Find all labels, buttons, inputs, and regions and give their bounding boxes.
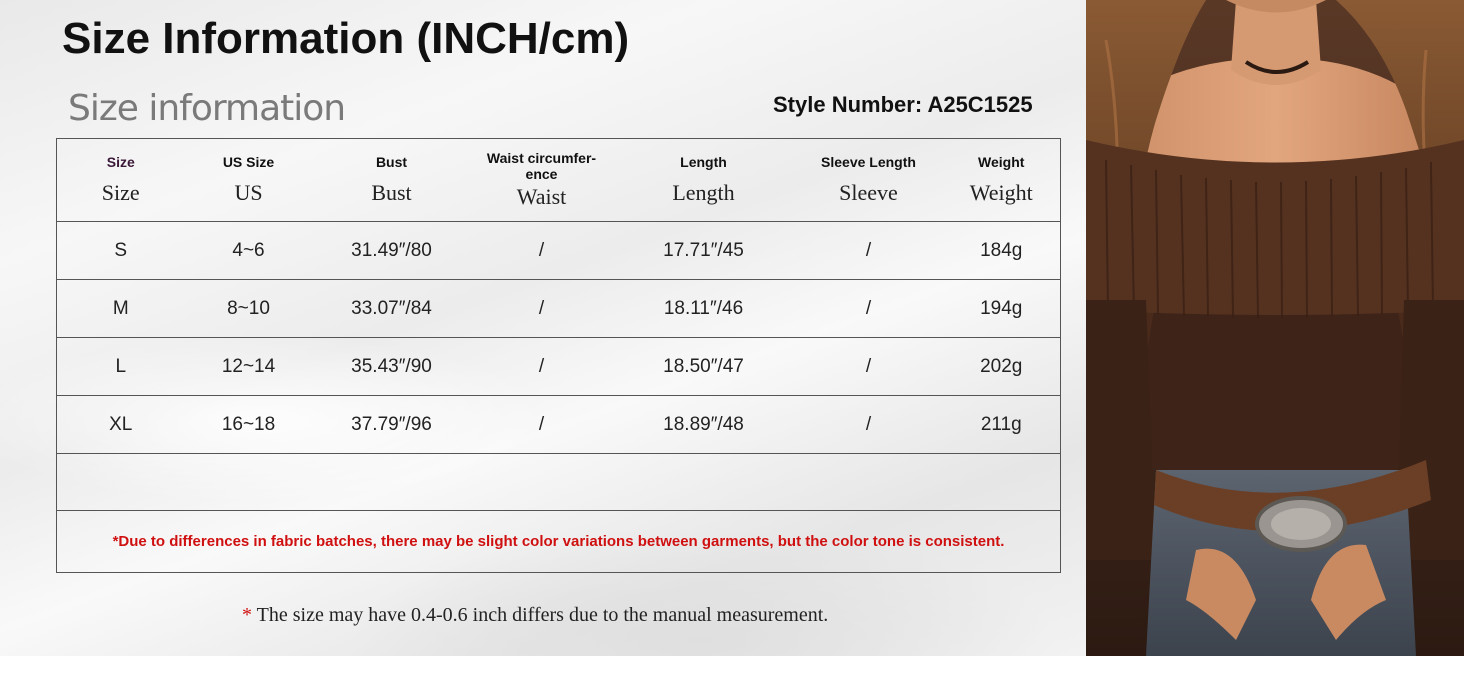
- cell-length: 17.71″/45: [613, 222, 795, 280]
- model-photo: [1086, 0, 1464, 656]
- header-bust: Bust Bust: [313, 139, 471, 222]
- style-number: Style Number: A25C1525: [773, 92, 1033, 117]
- cell-sleeve: /: [795, 222, 943, 280]
- cell-us-size: 4~6: [185, 222, 313, 280]
- cell-waist: /: [471, 222, 613, 280]
- table-row: [57, 280, 1061, 338]
- cell-us-size: 8~10: [185, 280, 313, 338]
- cell-us-size: 16~18: [185, 396, 313, 454]
- cell-length: 18.11″/46: [613, 280, 795, 338]
- cell-sleeve: /: [795, 280, 943, 338]
- cell-bust: 33.07″/84: [313, 280, 471, 338]
- footnote-star: *: [242, 604, 252, 626]
- cell-weight: 184g: [943, 222, 1061, 280]
- cell-bust: 31.49″/80: [313, 222, 471, 280]
- color-note-row: [57, 511, 1061, 573]
- cell-waist: /: [471, 280, 613, 338]
- cell-sleeve: /: [795, 338, 943, 396]
- cell-length: 18.89″/48: [613, 396, 795, 454]
- empty-cell: [57, 454, 1061, 511]
- size-table: [56, 138, 1061, 573]
- table-header-row: [57, 139, 1061, 222]
- cell-weight: 202g: [943, 338, 1061, 396]
- table-row: [57, 396, 1061, 454]
- fringe-top-model-image: [1086, 0, 1464, 656]
- footnote-text: The size may have 0.4-0.6 inch differs due to the manual measurement.: [252, 604, 829, 626]
- cell-size: XL: [57, 396, 185, 454]
- empty-row: [57, 454, 1061, 511]
- cell-waist: /: [471, 396, 613, 454]
- section-subtitle: Size information: [68, 88, 346, 129]
- cell-bust: 35.43″/90: [313, 338, 471, 396]
- measurement-footnote: [242, 604, 828, 627]
- cell-weight: 211g: [943, 396, 1061, 454]
- cell-sleeve: /: [795, 396, 943, 454]
- cell-length: 18.50″/47: [613, 338, 795, 396]
- page-title: Size Information (INCH/cm): [62, 14, 630, 63]
- header-sleeve: Sleeve Length Sleeve: [795, 139, 943, 222]
- cell-bust: 37.79″/96: [313, 396, 471, 454]
- bottom-margin: [0, 656, 1464, 700]
- cell-size: M: [57, 280, 185, 338]
- header-weight: Weight Weight: [943, 139, 1061, 222]
- header-size: Size Size: [57, 139, 185, 222]
- table-row: [57, 338, 1061, 396]
- table-row: [57, 222, 1061, 280]
- cell-weight: 194g: [943, 280, 1061, 338]
- color-variation-note: *Due to differences in fabric batches, there may be slight color variations between garments, but the color tone is consistent.: [57, 511, 1061, 573]
- cell-size: S: [57, 222, 185, 280]
- header-waist: Waist circumfer-ence Waist: [471, 139, 613, 222]
- header-length: Length Length: [613, 139, 795, 222]
- header-us-size: US Size US: [185, 139, 313, 222]
- cell-size: L: [57, 338, 185, 396]
- cell-us-size: 12~14: [185, 338, 313, 396]
- cell-waist: /: [471, 338, 613, 396]
